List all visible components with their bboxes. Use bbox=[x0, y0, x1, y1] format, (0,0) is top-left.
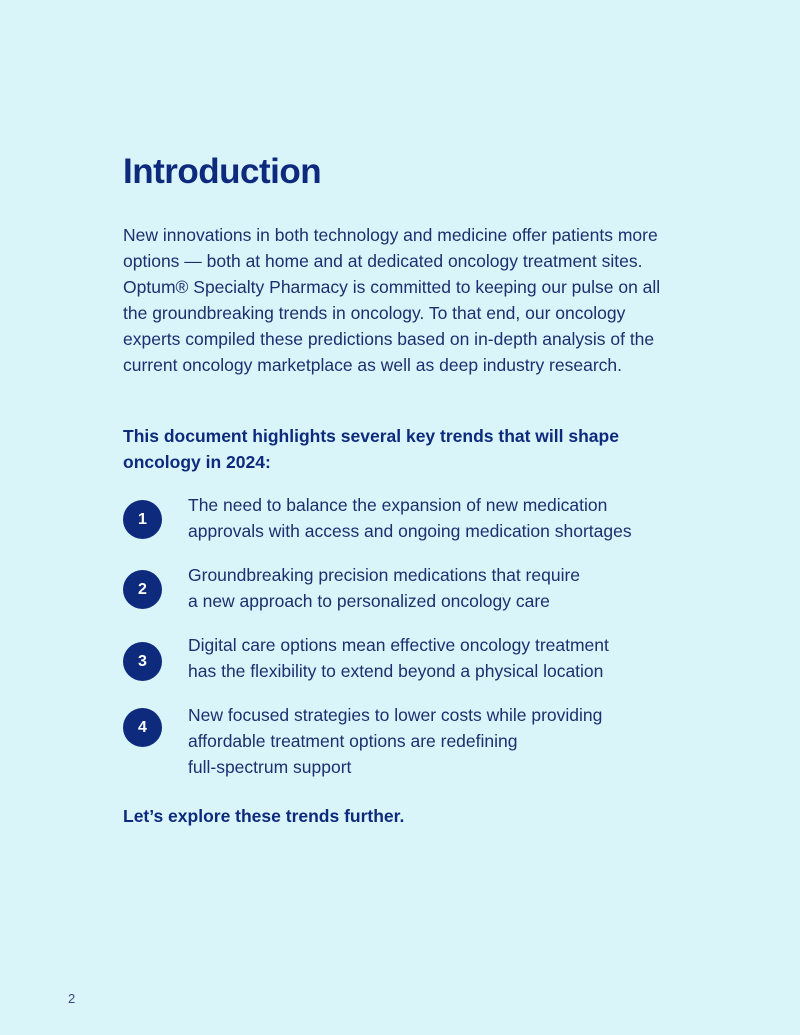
trend-item-4 bbox=[123, 702, 723, 786]
trend-text bbox=[188, 562, 723, 614]
trend-number-badge: 4 bbox=[123, 708, 162, 747]
trend-text-line: New focused strategies to lower costs while providing bbox=[188, 705, 603, 725]
trend-text-line: Digital care options mean effective oncology treatment bbox=[188, 635, 609, 655]
trend-text-line: a new approach to personalized oncology care bbox=[188, 591, 550, 611]
closing-statement: Let’s explore these trends further. bbox=[123, 806, 405, 826]
trend-text-line: affordable treatment options are redefining bbox=[188, 731, 518, 751]
intro-paragraph: New innovations in both technology and medicine offer patients more options — both at home and at dedicated oncology treatment sites. Optum® Specialty Pharmacy is committed to keeping our pulse on all the groundbreaking trends in oncology. To that end, our oncology experts compiled these predictions based on in-depth analysis of the current oncology marketplace as well as deep industry research. bbox=[123, 225, 661, 375]
trend-item-2 bbox=[123, 562, 723, 642]
highlight-statement: This document highlights several key trends that will shape oncology in 2024: bbox=[123, 426, 619, 472]
trend-number-badge: 2 bbox=[123, 570, 162, 609]
trend-text-line: approvals with access and ongoing medication shortages bbox=[188, 521, 632, 541]
trend-number-badge: 3 bbox=[123, 642, 162, 681]
trend-item-3 bbox=[123, 632, 723, 712]
trend-text bbox=[188, 702, 723, 780]
trend-text bbox=[188, 632, 723, 684]
trend-text-line: Groundbreaking precision medications that require bbox=[188, 565, 581, 585]
trend-number-badge: 1 bbox=[123, 500, 162, 539]
trend-text-line: has the flexibility to extend beyond a physical location bbox=[188, 661, 604, 681]
trend-text-line: The need to balance the expansion of new medication bbox=[188, 495, 608, 515]
trend-item-1 bbox=[123, 492, 723, 572]
page-number: 2 bbox=[68, 991, 76, 1006]
trend-text-line: full-spectrum support bbox=[188, 757, 352, 777]
page-title: Introduction bbox=[123, 152, 322, 191]
trend-text bbox=[188, 492, 723, 544]
